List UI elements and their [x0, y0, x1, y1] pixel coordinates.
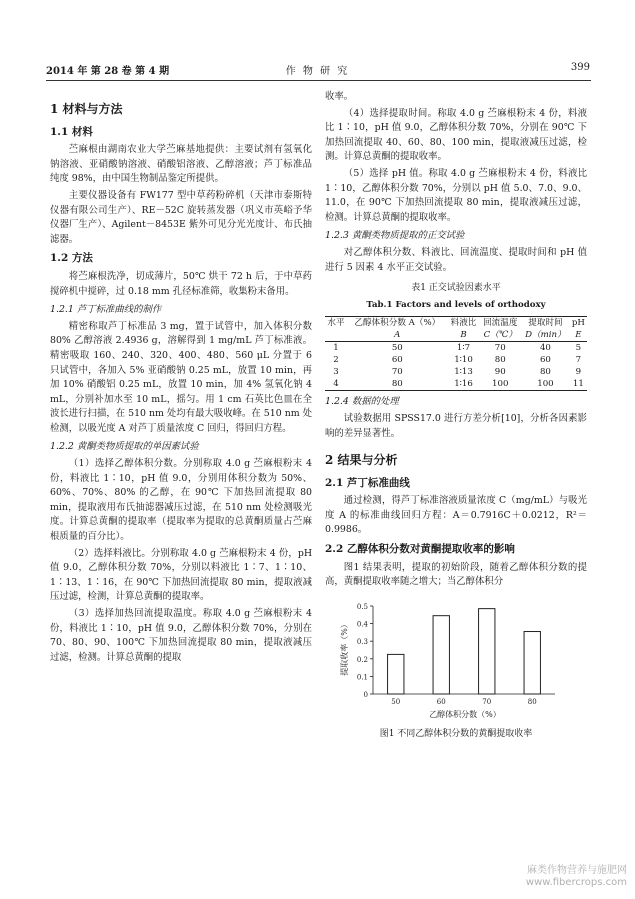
- table-header: B: [448, 329, 480, 342]
- watermark-title: 麻类作物营养与施肥网: [527, 865, 627, 876]
- paragraph: （5）选择 pH 值。称取 4.0 g 苎麻根粉末 4 份，料液比 1∶10，乙醇体积分数 70%，分别以 pH 值 5.0、7.0、9.0、11.0，在 90℃ 下加热回流提取 80 min，提取液减压过滤，检测。计算总黄酮的提取收率。: [325, 167, 587, 223]
- table-cell: 3: [333, 367, 339, 378]
- table-header: C（℃）: [479, 329, 521, 342]
- paragraph: 精密称取芦丁标准品 3 mg，置于试管中，加入体积分数 80% 乙醇溶液 2.4936 g，溶解得到 1 mg/mL 芦丁标准液。精密吸取 160、240、320、400、480、560 μL 分置于 6 只试管中，各加入 5% 亚硝酸钠 0.25 mL，放置 10 min，再加 10% 硝酸铝 0.25 mL，放置 10 min，加 4% 氢氧化钠 4 mL，分别补加水至 10 mL，摇匀。用 1 cm 石英比色皿在全波长进行扫描，在 510 nm 处均有最大吸收峰。在 510 nm 处检测，以吸光度 A 对芦丁质量浓度 C 回归，得回归方程。: [50, 320, 312, 434]
- table-header: E: [570, 329, 587, 342]
- watermark-url: www.fibercrops.com: [525, 877, 627, 888]
- table-cell: 60: [391, 355, 403, 366]
- subsection-heading: 1.1 材料: [50, 125, 93, 138]
- x-tick-label: 50: [391, 697, 401, 706]
- subsubsection-heading: 1.2.3 黄酮类物质提取的正交试验: [325, 230, 465, 242]
- section-heading: 1 材料与方法: [50, 102, 123, 116]
- paragraph: 苎麻根由湖南农业大学苎麻基地提供：主要试剂有氢氧化钠溶液、亚硝酸钠溶液、硝酸铝溶液、乙醇溶液；芦丁标准品纯度 98%，由中国生物制品鉴定所提供。: [50, 144, 312, 185]
- bar: [433, 616, 449, 694]
- subsubsection-heading: 1.2.1 芦丁标准曲线的制作: [50, 304, 162, 316]
- right-column: [325, 90, 587, 742]
- table-cell: 100: [521, 378, 570, 391]
- table-cell: 80: [539, 367, 551, 378]
- watermark: [526, 865, 627, 889]
- orthogonal-table: [325, 316, 587, 391]
- table-cell: 50: [391, 343, 403, 354]
- table-cell: 1∶10: [454, 355, 473, 366]
- paragraph: 对乙醇体积分数、料液比、回流温度、提取时间和 pH 值进行 5 因素 4 水平正交试验。: [325, 246, 587, 273]
- subsubsection-heading: 1.2.4 数据的处理: [325, 396, 399, 408]
- table-header: 回流温度: [479, 317, 521, 330]
- table-cell: 60: [539, 355, 551, 366]
- subsubsection-heading: 1.2.2 黄酮类物质提取的单因素试验: [50, 441, 199, 453]
- y-tick-label: 0.4: [356, 620, 368, 629]
- bar: [524, 631, 540, 693]
- bar-chart: [325, 598, 587, 720]
- table-header: 水平: [325, 317, 347, 330]
- table-cell: 5: [575, 343, 582, 354]
- paragraph: （1）选择乙醇体积分数。分别称取 4.0 g 苎麻根粉末 4 份，料液比 1∶10，pH 值 9.0，分别用体积分数为 50%、60%、70%、80% 的乙醇，在 90℃ 下加热回流提取 80 min，提取液用布氏抽滤器减压过滤，在 510 nm 处检测吸光度。计算总黄酮的提取率（提取率为提取的总黄酮质量占苎麻根质量的百分比）。: [50, 458, 312, 543]
- x-axis-label: 乙醇体积分数（%）: [429, 709, 501, 719]
- section-heading: 2 结果与分析: [325, 453, 398, 468]
- table-header: 料液比: [448, 317, 480, 330]
- table-header: D（min）: [521, 329, 570, 342]
- table-cell: 40: [539, 343, 551, 354]
- table-header: [325, 329, 347, 342]
- y-axis-label: 提取收率（%）: [340, 620, 349, 676]
- table-cell: 70: [494, 343, 506, 354]
- paragraph: 试验数据用 SPSS17.0 进行方差分析[10]，分析各因素影响的差异显著性。: [325, 412, 587, 439]
- table-cell: 90: [494, 367, 506, 378]
- table-caption: 表1 正交试验因素水平: [411, 283, 501, 294]
- table-header: A: [347, 329, 448, 342]
- journal-name: 作 物 研 究: [285, 66, 350, 77]
- table-row: [325, 354, 587, 366]
- table-cell: 7: [575, 355, 582, 366]
- table-cell: 2: [333, 355, 339, 366]
- y-tick-label: 0.2: [356, 655, 368, 664]
- figure-caption: 图1 不同乙醇体积分数的黄酮提取收率: [379, 729, 533, 740]
- x-tick-label: 80: [527, 697, 537, 706]
- page-number: 399: [570, 62, 590, 73]
- paragraph: （3）选择加热回流提取温度。称取 4.0 g 苎麻根粉末 4 份，料液比 1∶10，pH 值 9.0，乙醇体积分数 70%，分别在 70、80、90、100℃ 下加热回流提取 80 min，提取液减压过滤，检测。计算总黄酮的提取: [50, 608, 312, 663]
- paragraph: 图1 结果表明，提取的初始阶段，随着乙醇体积分数的提高，黄酮提取收率随之增大；当乙醇体积分: [325, 561, 587, 588]
- figure-1: [325, 598, 587, 726]
- table-cell: 9: [575, 367, 582, 378]
- header-rule: [46, 80, 591, 81]
- paragraph: 将苎麻根洗净，切成薄片，50℃ 烘干 72 h 后，于中草药搅碎机中搅碎，过 0.18 mm 孔径标准筛，收集粉末备用。: [50, 270, 312, 297]
- paragraph: 通过检测，得芦丁标准溶液质量浓度 C（mg/mL）与吸光度 A 的标准曲线回归方程：A＝0.7916C＋0.0212，R²＝0.9986。: [325, 495, 587, 536]
- table-header: 提取时间: [521, 317, 570, 330]
- paragraph: （2）选择料液比。分别称取 4.0 g 苎麻根粉末 4 份，pH 值 9.0，乙醇体积分数 70%，分别以料液比 1∶7、1∶10、1∶13、1∶16，在 90℃ 下加热回流提取 80 min，提取液减压过滤，检测，计算总黄酮的提取率。: [50, 547, 312, 603]
- table-cell: 1∶13: [454, 367, 473, 378]
- subsection-heading: 2.2 乙醇体积分数对黄酮提取收率的影响: [325, 543, 515, 556]
- table-caption-en: Tab.1 Factors and levels of orthodoxy: [366, 299, 546, 310]
- x-tick-label: 70: [482, 697, 492, 706]
- paragraph: （4）选择提取时间。称取 4.0 g 苎麻根粉末 4 份，料液比 1∶10，pH 值 9.0，乙醇体积分数 70%，分别在 90℃ 下加热回流提取 40、60、80、100 min，提取液减压过滤，检测。计算总黄酮的提取收率。: [325, 107, 587, 163]
- table-row: [325, 378, 587, 391]
- table-cell: 80: [494, 355, 506, 366]
- table-cell: 4: [325, 378, 347, 391]
- table-cell: 11: [570, 378, 587, 391]
- subsection-heading: 1.2 方法: [50, 252, 93, 265]
- y-tick-label: 0: [363, 690, 368, 699]
- table-cell: 80: [347, 378, 448, 391]
- table-row: [325, 366, 587, 378]
- table-cell: 100: [479, 378, 521, 391]
- y-tick-label: 0.3: [356, 638, 368, 647]
- table-header: pH: [570, 317, 587, 330]
- y-tick-label: 0.5: [356, 602, 368, 611]
- x-tick-label: 60: [436, 697, 446, 706]
- paragraph: 主要仪器设备有 FW177 型中草药粉碎机（天津市泰斯特仪器有限公司生产）、RE－52C 旋转蒸发器（巩义市英峪予华仪器厂生产）、Agilent－8453E 紫外可见分光光度计、布氏抽滤器。: [50, 189, 312, 245]
- y-tick-label: 0.1: [356, 673, 368, 682]
- bar: [388, 654, 404, 694]
- table-cell: 1: [333, 343, 339, 354]
- left-column: [50, 90, 312, 667]
- table-cell: 1∶7: [456, 343, 471, 354]
- subsection-heading: 2.1 芦丁标准曲线: [325, 476, 410, 489]
- table-row: [325, 342, 587, 355]
- table-cell: 70: [391, 367, 403, 378]
- paragraph: 收率。: [325, 91, 354, 102]
- table-header: 乙醇体积分数 A（%）: [347, 317, 448, 330]
- journal-issue: 2014 年 第 28 卷 第 4 期: [46, 66, 170, 77]
- bar: [479, 608, 495, 693]
- table-cell: 1∶16: [448, 378, 480, 391]
